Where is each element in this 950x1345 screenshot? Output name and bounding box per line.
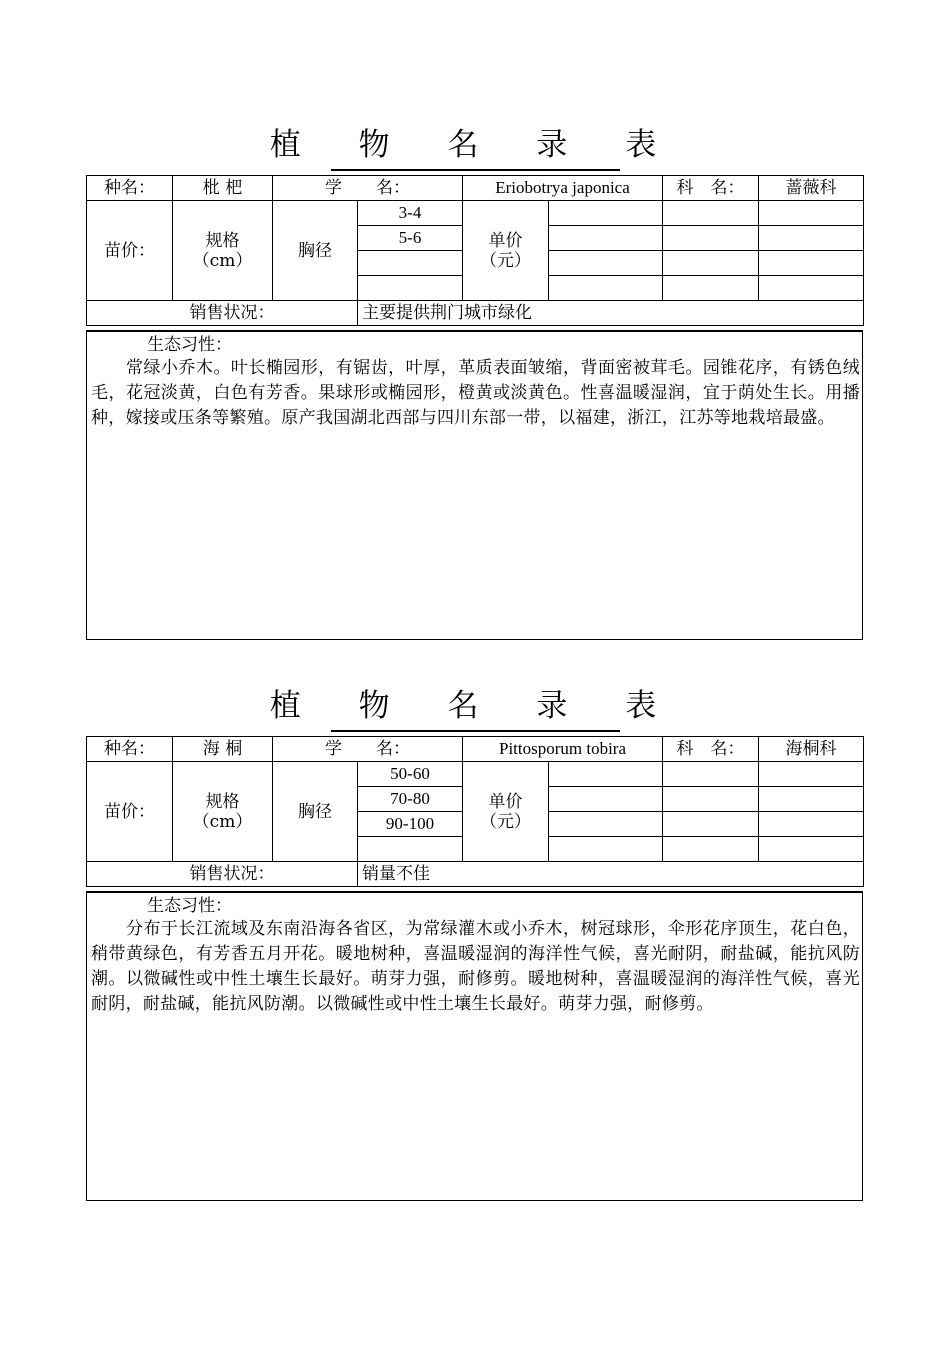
size-cell [358,276,463,301]
ecology-text: 分布于长江流域及东南沿海各省区，为常绿灌木或小乔木，树冠球形，伞形花序顶生，花白色，稍带黄绿色，有芳香五月开花。暖地树种，喜温暖湿润的海洋性气候，喜光耐阴，耐盐碱，能抗风防潮。以微碱性或中性土壤生长最好。萌芽力强，耐修剪。暖地树种，喜温暖湿润的海洋性气候，喜光耐阴，耐盐碱，能抗风防潮。以微碱性或中性土壤生长最好。萌芽力强，耐修剪。 [91,919,860,1014]
scientific-name: Pittosporum tobira [463,737,663,762]
sales-label: 销售状况： [87,862,358,887]
price-cell [663,226,759,251]
dbh-label: 胸径 [273,762,358,862]
ecology-box [86,330,863,640]
spec-label: 规格 （cm） [173,762,273,862]
price-cell [549,201,663,226]
ecology-label: 生态习性： [147,335,232,355]
price-cell [663,201,759,226]
price-cell [759,837,864,862]
price-cell [663,787,759,812]
price-cell [663,251,759,276]
record-table [86,175,864,326]
price-cell [549,812,663,837]
record-title: 植 物 名 录 表 [269,127,681,163]
price-cell [759,201,864,226]
price-cell [663,812,759,837]
family-label: 科 名： [663,176,759,201]
title-underline [331,169,620,171]
size-cell: 3-4 [358,201,463,226]
price-cell [549,276,663,301]
price-cell [759,812,864,837]
family-name: 海桐科 [759,737,864,762]
plant-record-1 [0,125,950,645]
price-cell [549,226,663,251]
price-cell [759,787,864,812]
species-name: 枇 杷 [173,176,273,201]
price-cell [549,787,663,812]
price-cell [759,762,864,787]
scientific-name: Eriobotrya japonica [463,176,663,201]
price-cell [549,837,663,862]
size-cell: 50-60 [358,762,463,787]
price-label: 苗价： [87,201,173,301]
family-label: 科 名： [663,737,759,762]
species-name: 海 桐 [173,737,273,762]
price-cell [759,251,864,276]
price-cell [663,762,759,787]
price-cell [549,251,663,276]
species-label: 种名： [87,176,173,201]
price-cell [759,226,864,251]
unit-price-label: 单价 （元） [463,201,549,301]
family-name: 蔷薇科 [759,176,864,201]
scientific-name-label: 学 名： [273,176,463,201]
sales-value: 主要提供荆门城市绿化 [358,301,864,326]
species-label: 种名： [87,737,173,762]
unit-price-label: 单价 （元） [463,762,549,862]
dbh-label: 胸径 [273,201,358,301]
size-cell: 90-100 [358,812,463,837]
sales-value: 销量不佳 [358,862,864,887]
size-cell [358,837,463,862]
plant-record-2 [0,686,950,1206]
record-table [86,736,864,887]
title-underline [331,730,620,732]
ecology-box [86,891,863,1201]
price-cell [663,276,759,301]
size-cell: 5-6 [358,226,463,251]
price-label: 苗价： [87,762,173,862]
price-cell [549,762,663,787]
ecology-text: 常绿小乔木。叶长椭园形，有锯齿，叶厚，革质表面皱缩，背面密被茸毛。园锥花序，有锈色绒毛，花冠淡黄，白色有芳香。果球形或椭园形，橙黄或淡黄色。性喜温暖湿润，宜于荫处生长。用播种，嫁接或压条等繁殖。原产我国湖北西部与四川东部一带，以福建，浙江，江苏等地栽培最盛。 [91,358,860,428]
spec-label: 规格 （cm） [173,201,273,301]
record-title: 植 物 名 录 表 [269,688,681,724]
price-cell [759,276,864,301]
size-cell: 70-80 [358,787,463,812]
sales-label: 销售状况： [87,301,358,326]
scientific-name-label: 学 名： [273,737,463,762]
ecology-label: 生态习性： [147,896,232,916]
price-cell [663,837,759,862]
size-cell [358,251,463,276]
